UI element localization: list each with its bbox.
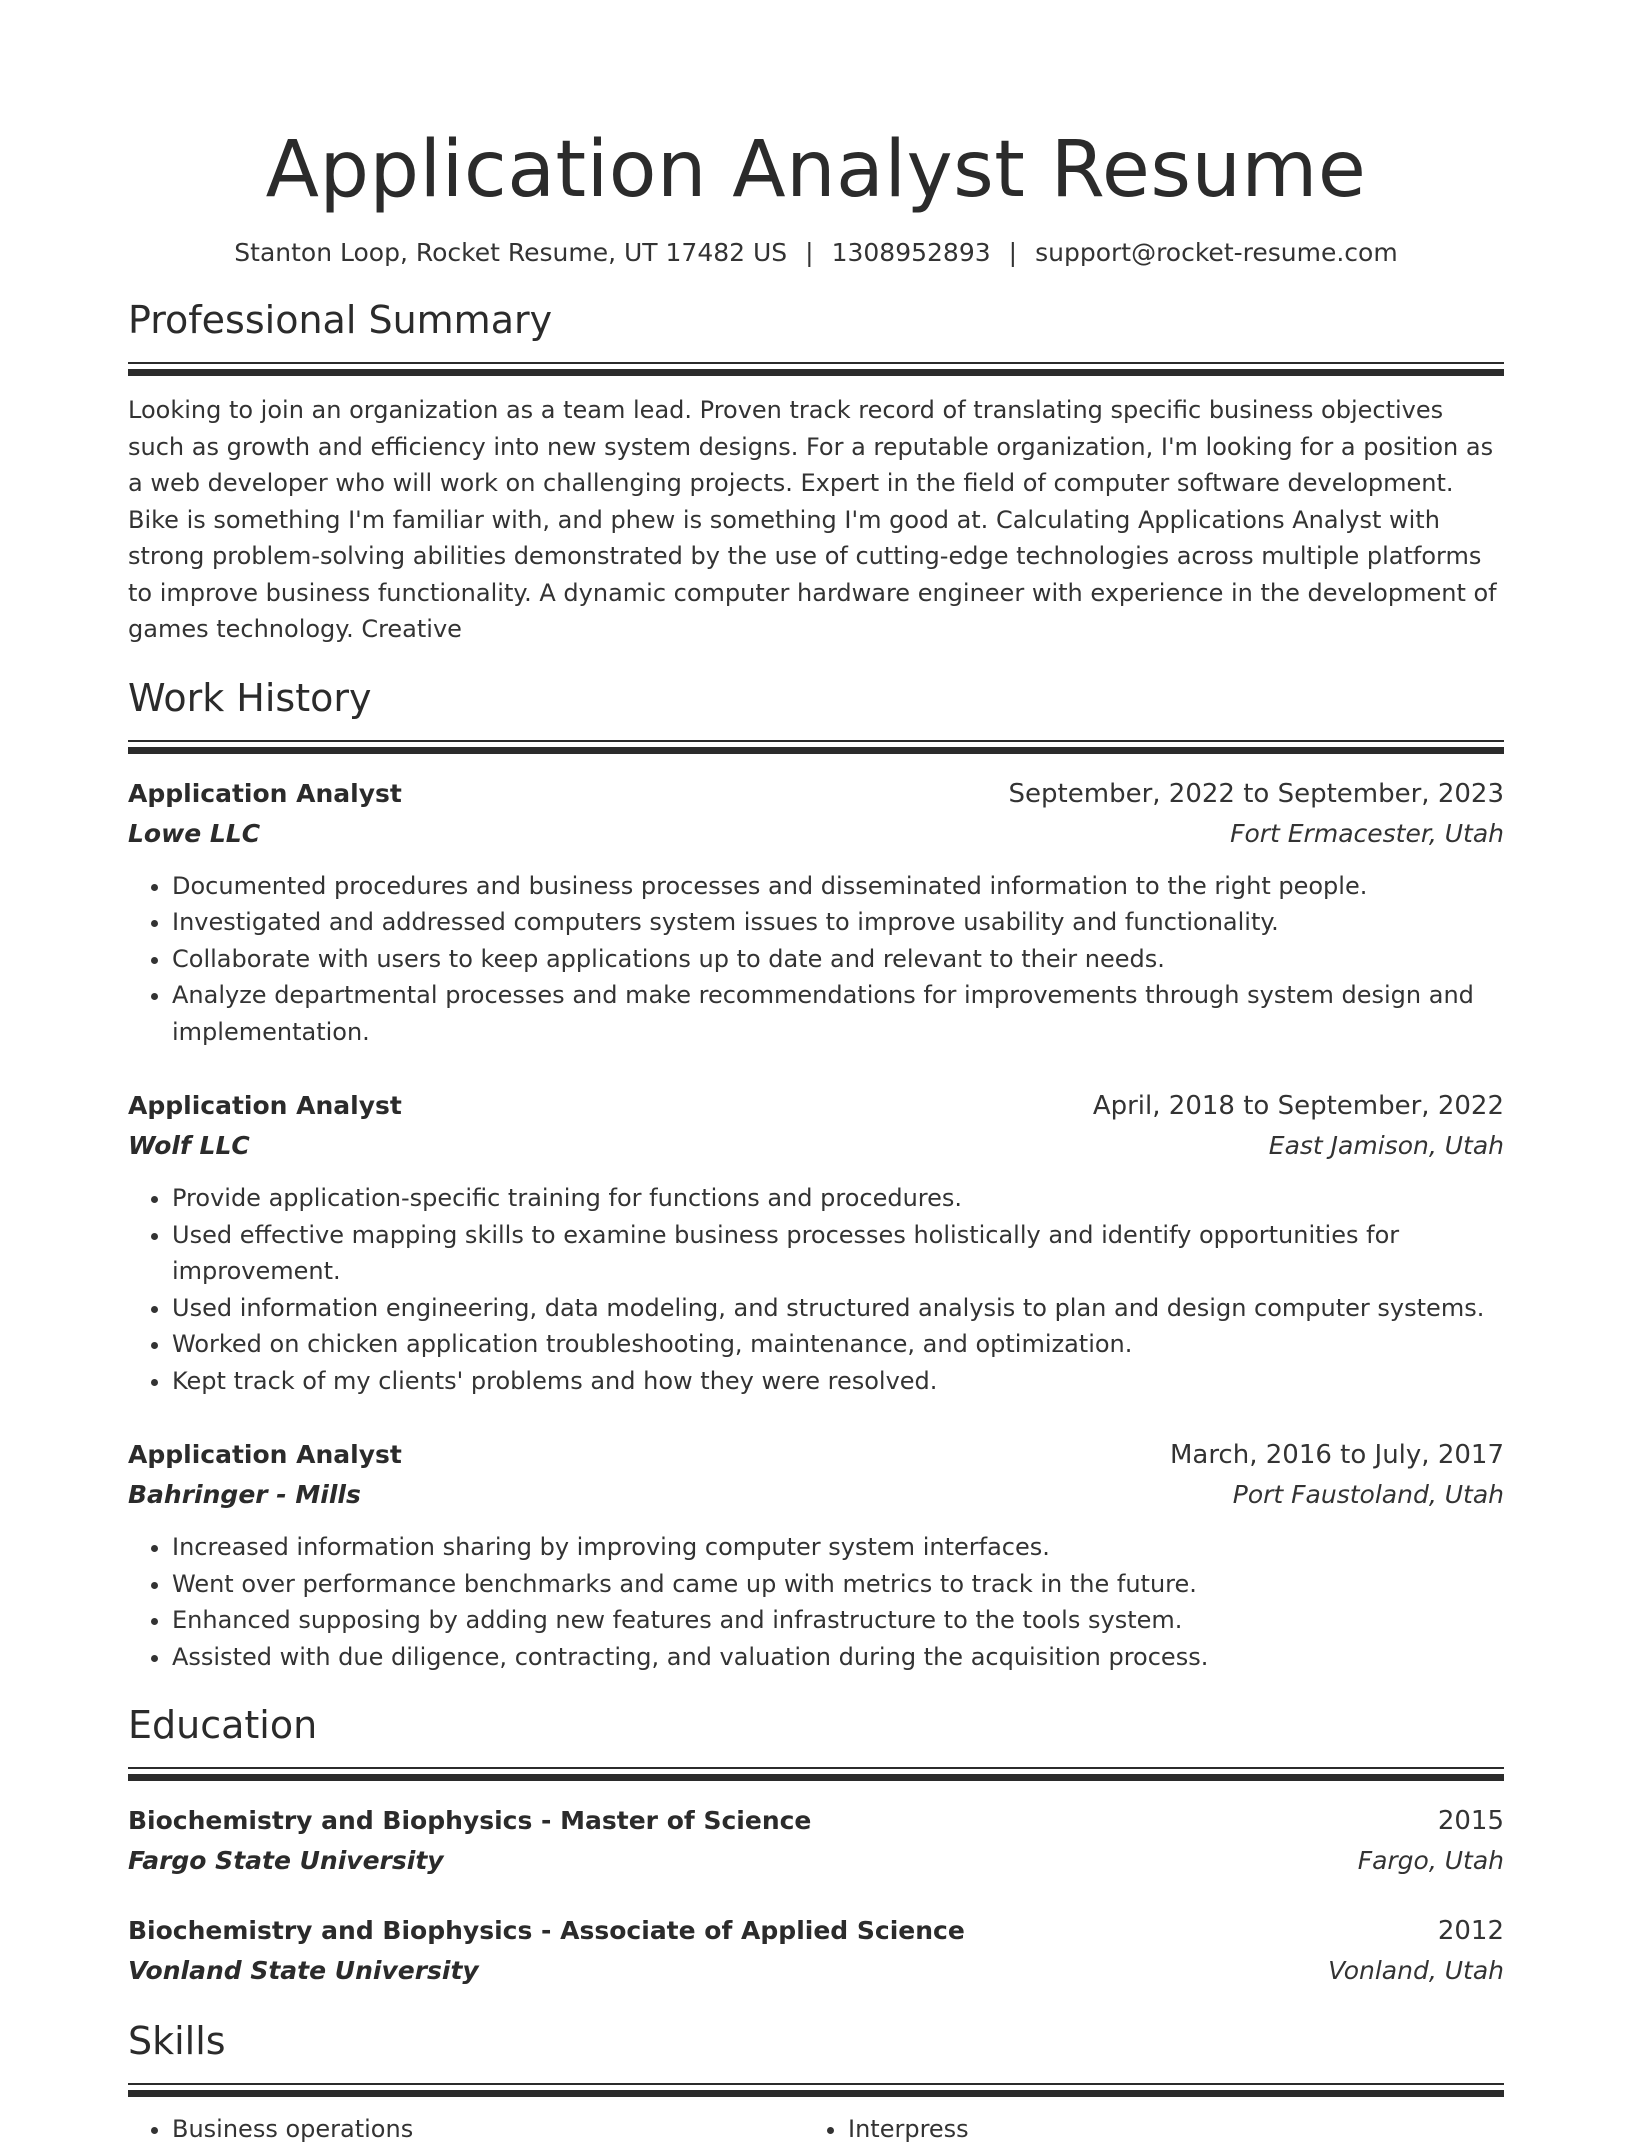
job-entry [128, 774, 1504, 1051]
job-company: Wolf LLC [128, 1131, 250, 1160]
education-entry [128, 1801, 1504, 1881]
contact-separator: | [805, 238, 814, 267]
contact-separator: | [1008, 238, 1018, 267]
job-bullet: • Used effective mapping skills to examine business processes holistically and identify opportunities for improvement. [172, 1217, 1504, 1290]
skill-item: • Business operations [172, 2111, 804, 2147]
job-location: Fort Ermacester, Utah [1230, 818, 1504, 848]
education-school: Fargo State University [128, 1846, 444, 1875]
job-role: Application Analyst [128, 778, 402, 808]
education-school: Vonland State University [128, 1956, 479, 1985]
education-degree: Biochemistry and Biophysics - Associate of Applied Science [128, 1916, 965, 1945]
section-divider [128, 740, 1504, 754]
job-entry [128, 1086, 1504, 1399]
contact-address: Stanton Loop, Rocket Resume, UT 17482 US [234, 238, 788, 267]
skill-item: • Interpress [848, 2111, 1480, 2147]
job-role: Application Analyst [128, 1440, 402, 1469]
job-bullet: • Investigated and addressed computers system issues to improve usability and functionality. [172, 904, 1504, 941]
job-bullets [128, 868, 1504, 1051]
section-divider [128, 2083, 1504, 2097]
job-bullet: • Documented procedures and business processes and disseminated information to the right people. [172, 868, 1504, 905]
job-bullet: • Went over performance benchmarks and came up with metrics to track in the future. [172, 1566, 1504, 1603]
skills-list [128, 2111, 1504, 2147]
job-bullet: • Collaborate with users to keep applications up to date and relevant to their needs. [172, 941, 1504, 978]
contact-email: support@rocket-resume.com [1035, 238, 1398, 267]
education-location: Vonland, Utah [1328, 1956, 1504, 1985]
contact-line [128, 236, 1504, 270]
section-divider [128, 362, 1504, 376]
job-dates: April, 2018 to September, 2022 [1092, 1091, 1504, 1121]
section-heading: Education [128, 1703, 318, 1747]
job-entry [128, 1435, 1504, 1675]
education-section [128, 1701, 1504, 1991]
contact-phone: 1308952893 [831, 238, 991, 267]
summary-text: Looking to join an organization as a team lead. Proven track record of translating specific business objectives such as growth and efficiency into new system designs. For a reputable organization, I'm looking for a position as a web developer who will work on challenging projects. Expert in the field of computer software development. Bike is something I'm familiar with, and phew is something I'm good at. Calculating Applications Analyst with strong problem-solving abilities demonstrated by the use of cutting-edge technologies across multiple platforms to improve business functionality. A dynamic computer hardware engineer with experience in the development of games technology. Creative [128, 396, 1497, 643]
skills-section [128, 2017, 1504, 2147]
job-company: Lowe LLC [128, 818, 261, 848]
job-role: Application Analyst [128, 1091, 402, 1120]
job-bullet: • Worked on chicken application troubleshooting, maintenance, and optimization. [172, 1326, 1504, 1363]
job-bullet: • Used information engineering, data modeling, and structured analysis to plan and design computer systems. [172, 1290, 1504, 1327]
section-heading: Work History [128, 675, 372, 720]
job-bullet: • Assisted with due diligence, contracting, and valuation during the acquisition process. [172, 1639, 1504, 1676]
education-location: Fargo, Utah [1357, 1846, 1504, 1875]
work-history-section [128, 674, 1504, 1676]
section-divider [128, 1767, 1504, 1781]
job-bullets [128, 1180, 1504, 1399]
resume-title: Application Analyst Resume [265, 125, 1367, 215]
job-bullet: • Kept track of my clients' problems and how they were resolved. [172, 1363, 1504, 1400]
job-location: East Jamison, Utah [1268, 1131, 1504, 1160]
job-company: Bahringer - Mills [128, 1480, 361, 1509]
job-bullets [128, 1529, 1504, 1675]
education-entry [128, 1911, 1504, 1991]
job-dates: March, 2016 to July, 2017 [1169, 1440, 1504, 1470]
job-bullet: • Provide application-specific training for functions and procedures. [172, 1180, 1504, 1217]
skills-column-right [804, 2111, 1480, 2147]
resume-page [128, 0, 1504, 2147]
education-year: 2012 [1437, 1916, 1504, 1946]
job-bullet: • Increased information sharing by improving computer system interfaces. [172, 1529, 1504, 1566]
job-dates: September, 2022 to September, 2023 [1008, 778, 1504, 809]
section-heading: Skills [128, 2019, 226, 2063]
skills-column-left [128, 2111, 804, 2147]
education-year: 2015 [1437, 1806, 1504, 1836]
job-bullet: • Analyze departmental processes and make recommendations for improvements through system design and implementation. [172, 977, 1504, 1050]
education-degree: Biochemistry and Biophysics - Master of Science [128, 1806, 812, 1835]
section-heading: Professional Summary [128, 298, 553, 342]
summary-section [128, 296, 1504, 648]
job-bullet: • Enhanced supposing by adding new features and infrastructure to the tools system. [172, 1602, 1504, 1639]
job-location: Port Faustoland, Utah [1232, 1480, 1504, 1509]
